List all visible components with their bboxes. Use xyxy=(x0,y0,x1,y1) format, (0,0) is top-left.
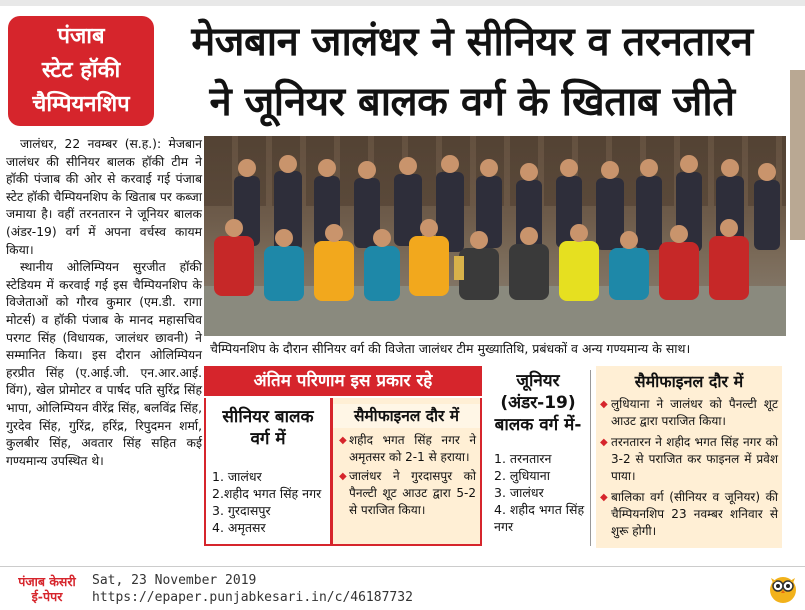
list-item: 2.शहीद भगत सिंह नगर xyxy=(212,486,322,501)
semifinal-list xyxy=(333,428,480,519)
article-body xyxy=(6,136,202,470)
team-photo-figures xyxy=(204,136,786,336)
photo-caption: चैम्पियनशिप के दौरान सीनियर वर्ग की विजेता जालंधर टीम मुख्यातिथि, प्रबंधकों व अन्य गण्यमान्य के साथ। xyxy=(210,341,691,356)
senior-title-line2: वर्ग में xyxy=(250,429,286,449)
team-photo xyxy=(204,136,786,336)
list-item: 3. जालंधर xyxy=(494,485,544,500)
junior-semifinal-box xyxy=(596,366,782,548)
list-item: 1. तरनतारन xyxy=(494,451,552,466)
senior-list xyxy=(206,468,330,536)
list-item: 3. गुरदासपुर xyxy=(212,503,271,518)
article-paragraph: जालंधर, 22 नवम्बर (स.ह.): मेजबान जालंधर की सीनियर बालक हॉकी टीम ने हॉकी पंजाब की ओर से करवाई गई पंजाब स्टेट हॉकी चैम्पियनशिप के खिताब पर कब्जा जमाया है। वहीं तरनतारन ने जूनियर बालक (अंडर-19) वर्ग में अपना वर्चस्व कायम किया। xyxy=(6,137,202,257)
junior-title-line1: जूनियर xyxy=(516,371,560,391)
senior-semifinal-box xyxy=(332,398,482,546)
list-item: ◆ लुधियाना ने जालंधर को पैनल्टी शूट आउट द्वारा पराजित किया। xyxy=(600,396,778,430)
junior-title-line3: बालक वर्ग में- xyxy=(494,415,582,435)
list-item: 4. शहीद भगत सिंह नगर xyxy=(494,502,585,534)
footer xyxy=(0,568,805,610)
badge-line2: स्टेट हॉकी xyxy=(41,58,121,83)
section-badge xyxy=(8,16,154,126)
list-item: ◆ बालिका वर्ग (सीनियर व जूनियर) की चैम्पियनशिप 23 नवम्बर शनिवार से शुरू होगी। xyxy=(600,489,778,540)
punjab-kesari-logo[interactable] xyxy=(10,574,84,604)
owl-icon xyxy=(768,572,798,604)
article-paragraph: स्थानीय ओलिम्पियन सुरजीत हॉकी स्टेडियम में करवाई गई इस चैम्पियनशिप के विजेताओं को गौरव कुमार (एम.डी. रागा मोटर्स) व हॉकी पंजाब के मानद महासचिव परगट सिंह (विधायक, जालंधर छावनी) ने सम्मानित किया। इस दौरान ओलिम्पियन हरप्रीत सिंह (ए.आई.जी. एन.आर.आई. विंग), खेल प्रोमोटर व पार्षद पति सुरिंद्र सिंह भापा, ओलिम्पियन वीरेंद्र सिंह, बलविंद्र सिंह, गुरदेव सिंह, गुरिंद्र, हरिंद्र, रिपुदमन शर्मा, कुलबीर सिंह, अवतार सिंह सहित कई गण्यमान्य उपस्थित थे। xyxy=(6,260,202,468)
headline-line1: मेजबान जालंधर ने सीनियर व तरनतारन xyxy=(191,19,753,65)
list-item: 1. जालंधर xyxy=(212,469,262,484)
list-item: 2. लुधियाना xyxy=(494,468,550,483)
junior-title xyxy=(488,370,588,436)
semifinal-title: सैमीफाइनल दौर में xyxy=(333,404,480,428)
badge-line1: पंजाब xyxy=(57,24,105,49)
badge-line3: चैम्पियनशिप xyxy=(32,92,130,117)
logo-line2: ई-पेपर xyxy=(31,589,63,604)
list-item: ◆ तरनतारन ने शहीद भगत सिंह नगर को 3-2 से पराजित कर फाइनल में प्रवेश पाया। xyxy=(600,434,778,485)
senior-title-line1: सीनियर बालक xyxy=(222,407,314,427)
logo-line1: पंजाब केसरी xyxy=(18,574,76,589)
adjacent-photo-edge xyxy=(790,70,805,240)
edition-date: Sat, 23 November 2019 xyxy=(92,573,257,588)
list-item: ◆ जालंधर ने गुरदासपुर को पैनल्टी शूट आउट द्वारा 5-2 से पराजित किया। xyxy=(339,468,476,519)
senior-results-box xyxy=(204,398,332,546)
headline-line2: ने जूनियर बालक वर्ग के खिताब जीते xyxy=(209,79,735,125)
footer-divider xyxy=(0,566,805,567)
semifinal-list xyxy=(596,396,782,540)
top-strip xyxy=(0,0,805,6)
results-banner: अंतिम परिणाम इस प्रकार रहे xyxy=(204,366,482,396)
senior-title xyxy=(206,406,330,450)
list-item: ◆ शहीद भगत सिंह नगर ने अमृतसर को 2-1 से हराया। xyxy=(339,432,476,466)
semifinal-title: सैमीफाइनल दौर में xyxy=(634,372,744,391)
junior-title-line2: (अंडर-19) xyxy=(500,393,576,413)
column-divider xyxy=(590,370,591,546)
junior-results-box xyxy=(488,366,588,548)
edition-url[interactable]: https://epaper.punjabkesari.in/c/46187732 xyxy=(92,590,413,605)
footer-meta xyxy=(92,572,413,606)
headline xyxy=(162,12,782,132)
list-item: 4. अमृतसर xyxy=(212,520,266,535)
junior-list xyxy=(488,450,588,535)
